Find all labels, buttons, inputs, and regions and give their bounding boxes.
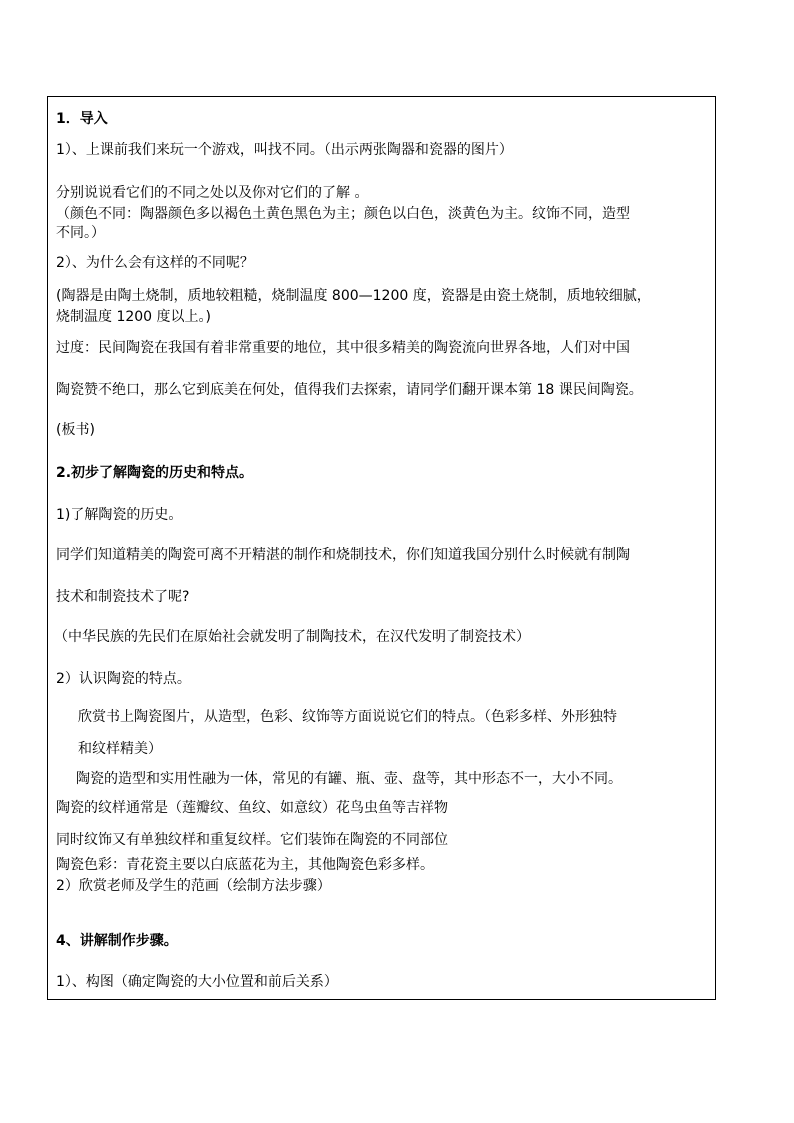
text-line: (陶器是由陶土烧制，质地较粗糙，烧制温度 800—1200 度，瓷器是由瓷土烧制，质地较细腻，	[56, 288, 651, 304]
text-line: 欣赏书上陶瓷图片，从造型，色彩、纹饰等方面说说它们的特点。（色彩多样、外形独特	[78, 709, 617, 725]
text-line: 不同。）	[56, 225, 105, 241]
text-line: 陶瓷赞不绝口，那么它到底美在何处，值得我们去探索，请同学们翻开课本第 18 课民间陶瓷。	[56, 382, 643, 398]
document-frame	[47, 96, 716, 1000]
text-line: 2）认识陶瓷的特点。	[56, 671, 191, 687]
text-line: 1）、上课前我们来玩一个游戏，叫找不同。（出示两张陶器和瓷器的图片）	[56, 142, 513, 158]
heading-steps: 4、讲解制作步骤。	[56, 933, 178, 949]
text-line: 烧制温度 1200 度以上。)	[56, 309, 211, 325]
text-line: 2）、为什么会有这样的不同呢？	[56, 255, 254, 271]
text-line: 分别说说看它们的不同之处以及你对它们的了解 。	[56, 185, 369, 201]
text-line: 陶瓷色彩：青花瓷主要以白底蓝花为主，其他陶瓷色彩多样。	[56, 857, 434, 873]
heading-history: 2.初步了解陶瓷的历史和特点。	[56, 465, 254, 481]
text-line: 陶瓷的纹样通常是（莲瓣纹、鱼纹、如意纹）花鸟虫鱼等吉祥物	[56, 800, 448, 816]
text-line: (板书)	[56, 422, 95, 438]
text-line: 同时纹饰又有单独纹样和重复纹样。它们装饰在陶瓷的不同部位	[56, 832, 448, 848]
text-line: 1）、构图（确定陶瓷的大小位置和前后关系）	[56, 974, 338, 990]
text-line: 陶瓷的造型和实用性融为一体，常见的有罐、瓶、壶、盘等，其中形态不一，大小不同。	[76, 771, 622, 787]
text-line: （中华民族的先民们在原始社会就发明了制陶技术，在汉代发明了制瓷技术）	[54, 629, 530, 645]
heading-intro: 1．导入	[56, 111, 108, 127]
text-line: 技术和制瓷技术了呢?	[56, 589, 190, 605]
text-line: 过度：民间陶瓷在我国有着非常重要的地位，其中很多精美的陶瓷流向世界各地，人们对中国	[56, 340, 630, 356]
text-line: 2）欣赏老师及学生的范画（绘制方法步骤）	[56, 878, 331, 894]
text-line: 同学们知道精美的陶瓷可离不开精湛的制作和烧制技术，你们知道我国分别什么时候就有制陶	[56, 547, 630, 563]
text-line: 和纹样精美）	[78, 741, 162, 757]
text-line: （颜色不同：陶器颜色多以褐色土黄色黑色为主；颜色以白色，淡黄色为主。纹饰不同，造型	[56, 206, 630, 222]
text-line: 1)了解陶瓷的历史。	[56, 507, 183, 523]
